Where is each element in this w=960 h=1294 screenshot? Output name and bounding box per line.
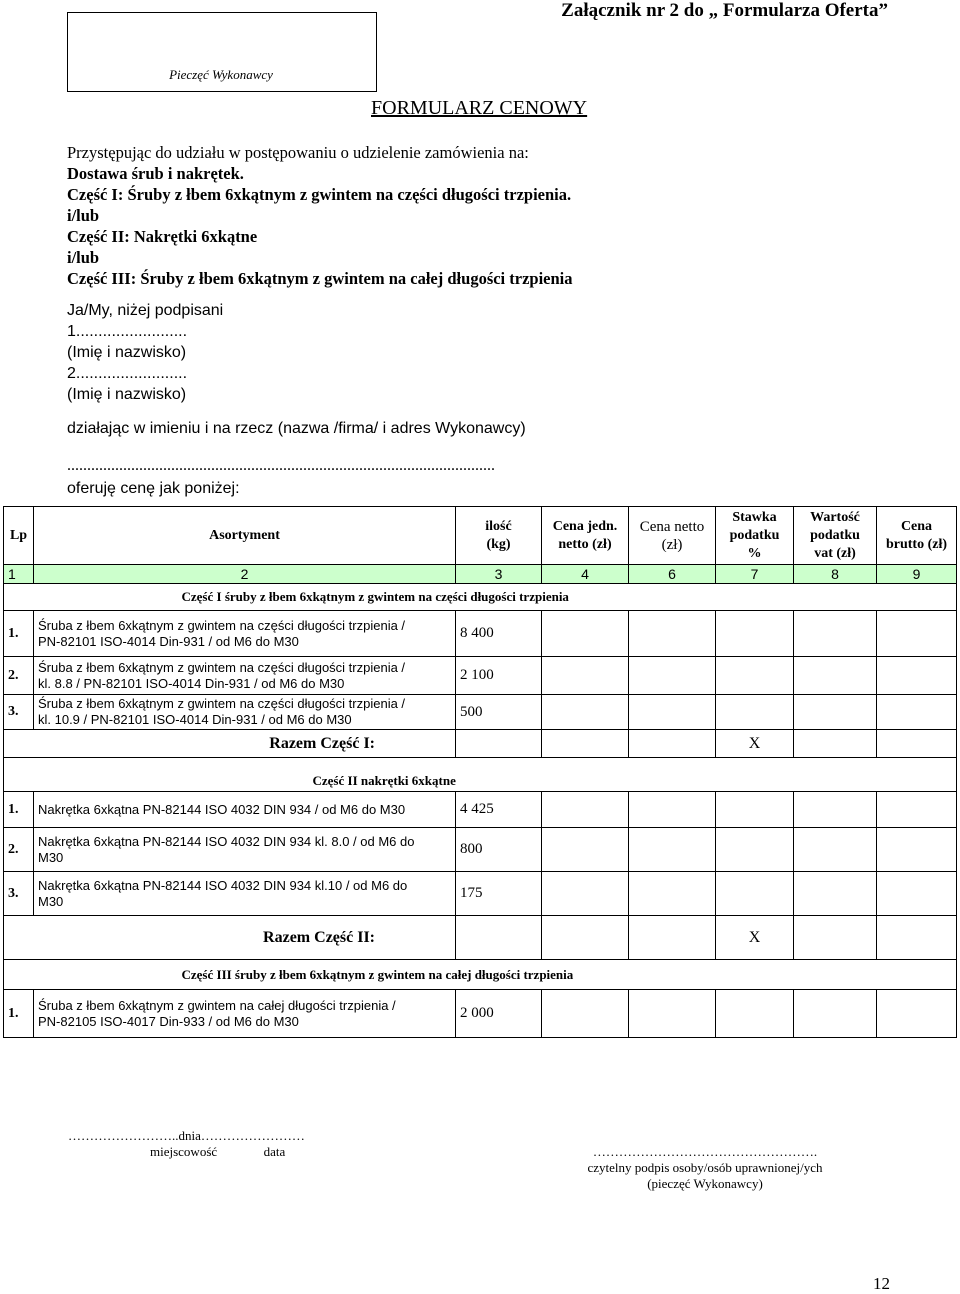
cena-netto-cell[interactable] xyxy=(629,657,716,695)
place-date-block xyxy=(68,1128,338,1160)
header-lp: Lp xyxy=(4,507,34,565)
signature-line2: (pieczęć Wykonawcy) xyxy=(647,1176,763,1191)
intro-line: Przystępując do udziału w postępowaniu o udzielenie zamówienia na: xyxy=(67,143,529,162)
column-number: 2 xyxy=(34,565,456,584)
intro-line: i/lub xyxy=(67,248,100,267)
table-row xyxy=(4,657,957,695)
place-date-dots: ……………………..dnia…………………… xyxy=(68,1128,305,1143)
wartosc-cell[interactable] xyxy=(794,872,877,916)
column-number: 6 xyxy=(629,565,716,584)
row-lp: 3. xyxy=(4,872,34,916)
header-cena-netto: Cena netto (zł) xyxy=(629,507,716,565)
attachment-title: Załącznik nr 2 do „ Formularza Oferta” xyxy=(561,0,888,21)
header-stawka: Stawka podatku % xyxy=(716,507,794,565)
section-title: Część III śruby z łbem 6xkątnym z gwintem na całej długości trzpienia xyxy=(34,960,957,990)
row-desc: Śruba z łbem 6xkątnym z gwintem na części długości trzpienia / kl. 8.8 / PN-82101 ISO-4014 Din-931 / od M6 do M30 xyxy=(34,657,456,695)
row-lp: 2. xyxy=(4,828,34,872)
table-row xyxy=(4,695,957,730)
table-row xyxy=(4,872,957,916)
signature-block xyxy=(555,1144,855,1192)
header-ilosc: ilość (kg) xyxy=(456,507,542,565)
signature-dots: ……………………………………………. xyxy=(592,1144,818,1159)
total-vat-cell[interactable] xyxy=(794,730,877,758)
intro-line: Dostawa śrub i nakrętek. xyxy=(67,164,244,183)
signer-2: 2......................... xyxy=(67,365,188,382)
signer-1-sub: (Imię i nazwisko) xyxy=(67,344,187,361)
total-row xyxy=(4,916,957,960)
column-number-row xyxy=(4,565,957,584)
cena-netto-cell[interactable] xyxy=(629,695,716,730)
place-label: miejscowość xyxy=(150,1144,218,1159)
header-cena-jedn: Cena jedn. netto (zł) xyxy=(542,507,629,565)
cena-netto-cell[interactable] xyxy=(629,828,716,872)
stawka-cell[interactable] xyxy=(716,611,794,657)
section-title: Część II nakrętki 6xkątne xyxy=(34,758,957,792)
cena-jedn-cell[interactable] xyxy=(542,657,629,695)
wartosc-cell[interactable] xyxy=(794,828,877,872)
table-row xyxy=(4,990,957,1038)
cena-netto-cell[interactable] xyxy=(629,872,716,916)
acting-text: działając w imieniu i na rzecz (nazwa /firma/ i adres Wykonawcy) xyxy=(67,420,526,437)
date-label: data xyxy=(263,1144,286,1159)
row-qty: 8 400 xyxy=(456,611,542,657)
stawka-cell[interactable] xyxy=(716,657,794,695)
brutto-cell[interactable] xyxy=(877,792,957,828)
column-number: 7 xyxy=(716,565,794,584)
signer-1: 1......................... xyxy=(67,323,188,340)
stawka-cell[interactable] xyxy=(716,695,794,730)
row-desc: Śruba z łbem 6xkątnym z gwintem na części długości trzpienia / kl. 10.9 / PN-82101 ISO-4014 Din-931 / od M6 do M30 xyxy=(34,695,456,730)
brutto-cell[interactable] xyxy=(877,657,957,695)
row-qty: 2 000 xyxy=(456,990,542,1038)
cena-jedn-cell[interactable] xyxy=(542,872,629,916)
stawka-cell[interactable] xyxy=(716,828,794,872)
row-lp: 1. xyxy=(4,990,34,1038)
wartosc-cell[interactable] xyxy=(794,695,877,730)
section-row xyxy=(4,584,957,611)
header-asortyment: Asortyment xyxy=(34,507,456,565)
cena-jedn-cell[interactable] xyxy=(542,695,629,730)
total-x: X xyxy=(716,916,794,960)
wartosc-cell[interactable] xyxy=(794,657,877,695)
column-number: 9 xyxy=(877,565,957,584)
brutto-cell[interactable] xyxy=(877,990,957,1038)
intro-line: Część I: Śruby z łbem 6xkątnym z gwintem na części długości trzpienia. xyxy=(67,185,572,204)
price-table xyxy=(3,506,957,1038)
cena-netto-cell[interactable] xyxy=(629,990,716,1038)
total-vat-cell[interactable] xyxy=(794,916,877,960)
brutto-cell[interactable] xyxy=(877,695,957,730)
signers-block xyxy=(67,300,223,405)
row-lp: 1. xyxy=(4,611,34,657)
cena-netto-cell[interactable] xyxy=(629,792,716,828)
wartosc-cell[interactable] xyxy=(794,611,877,657)
intro-line: Część III: Śruby z łbem 6xkątnym z gwintem na całej długości trzpienia xyxy=(67,269,573,288)
total-netto-cell[interactable] xyxy=(629,916,716,960)
table-row xyxy=(4,792,957,828)
column-number: 8 xyxy=(794,565,877,584)
stawka-cell[interactable] xyxy=(716,792,794,828)
row-qty: 500 xyxy=(456,695,542,730)
row-lp: 3. xyxy=(4,695,34,730)
total-brutto-cell[interactable] xyxy=(877,730,957,758)
row-lp: 1. xyxy=(4,792,34,828)
signature-line1: czytelny podpis osoby/osób uprawnionej/ych xyxy=(587,1160,823,1175)
offer-text: oferuję cenę jak poniżej: xyxy=(67,480,240,497)
header-brutto: Cena brutto (zł) xyxy=(877,507,957,565)
total-label: Razem Część I: xyxy=(34,730,456,758)
section-title: Część I śruby z łbem 6xkątnym z gwintem na części długości trzpienia xyxy=(34,584,957,611)
header-row xyxy=(4,507,957,565)
intro-line: Część II: Nakrętki 6xkątne xyxy=(67,227,258,246)
row-qty: 800 xyxy=(456,828,542,872)
dots-line: ........................................................................................................... xyxy=(67,457,495,474)
stawka-cell[interactable] xyxy=(716,990,794,1038)
brutto-cell[interactable] xyxy=(877,611,957,657)
brutto-cell[interactable] xyxy=(877,872,957,916)
column-number: 1 xyxy=(4,565,34,584)
place-date-labels xyxy=(68,1144,338,1160)
intro-line: i/lub xyxy=(67,206,100,225)
table-row xyxy=(4,828,957,872)
intro-block xyxy=(67,142,573,289)
header-wartosc: Wartość podatku vat (zł) xyxy=(794,507,877,565)
row-lp: 2. xyxy=(4,657,34,695)
stawka-cell[interactable] xyxy=(716,872,794,916)
row-desc: Śruba z łbem 6xkątnym z gwintem na całej długości trzpienia / PN-82105 ISO-4017 Din-933 / od M6 do M30 xyxy=(34,990,456,1038)
row-desc: Nakrętka 6xkątna PN-82144 ISO 4032 DIN 934 kl. 8.0 / od M6 do M30 xyxy=(34,828,456,872)
brutto-cell[interactable] xyxy=(877,828,957,872)
column-number: 3 xyxy=(456,565,542,584)
row-desc: Nakrętka 6xkątna PN-82144 ISO 4032 DIN 934 / od M6 do M30 xyxy=(34,792,456,828)
wartosc-cell[interactable] xyxy=(794,792,877,828)
total-row xyxy=(4,730,957,758)
section-row xyxy=(4,758,957,792)
row-qty: 175 xyxy=(456,872,542,916)
cena-jedn-cell[interactable] xyxy=(542,611,629,657)
table-row xyxy=(4,611,957,657)
total-netto-cell[interactable] xyxy=(629,730,716,758)
row-desc: Śruba z łbem 6xkątnym z gwintem na części długości trzpienia / PN-82101 ISO-4014 Din-931 / od M6 do M30 xyxy=(34,611,456,657)
total-label: Razem Część II: xyxy=(34,916,456,960)
stamp-label: Pieczęć Wykonawcy xyxy=(169,67,273,82)
cena-jedn-cell[interactable] xyxy=(542,990,629,1038)
section-row xyxy=(4,960,957,990)
cena-jedn-cell[interactable] xyxy=(542,828,629,872)
cena-netto-cell[interactable] xyxy=(629,611,716,657)
signers-label: Ja/My, niżej podpisani xyxy=(67,302,224,319)
page-number: 12 xyxy=(873,1274,890,1293)
column-number: 4 xyxy=(542,565,629,584)
row-desc: Nakrętka 6xkątna PN-82144 ISO 4032 DIN 934 kl.10 / od M6 do M30 xyxy=(34,872,456,916)
wartosc-cell[interactable] xyxy=(794,990,877,1038)
row-qty: 2 100 xyxy=(456,657,542,695)
row-qty: 4 425 xyxy=(456,792,542,828)
signer-2-sub: (Imię i nazwisko) xyxy=(67,386,187,403)
total-brutto-cell[interactable] xyxy=(877,916,957,960)
cena-jedn-cell[interactable] xyxy=(542,792,629,828)
form-title: FORMULARZ CENOWY xyxy=(371,97,588,119)
total-x: X xyxy=(716,730,794,758)
